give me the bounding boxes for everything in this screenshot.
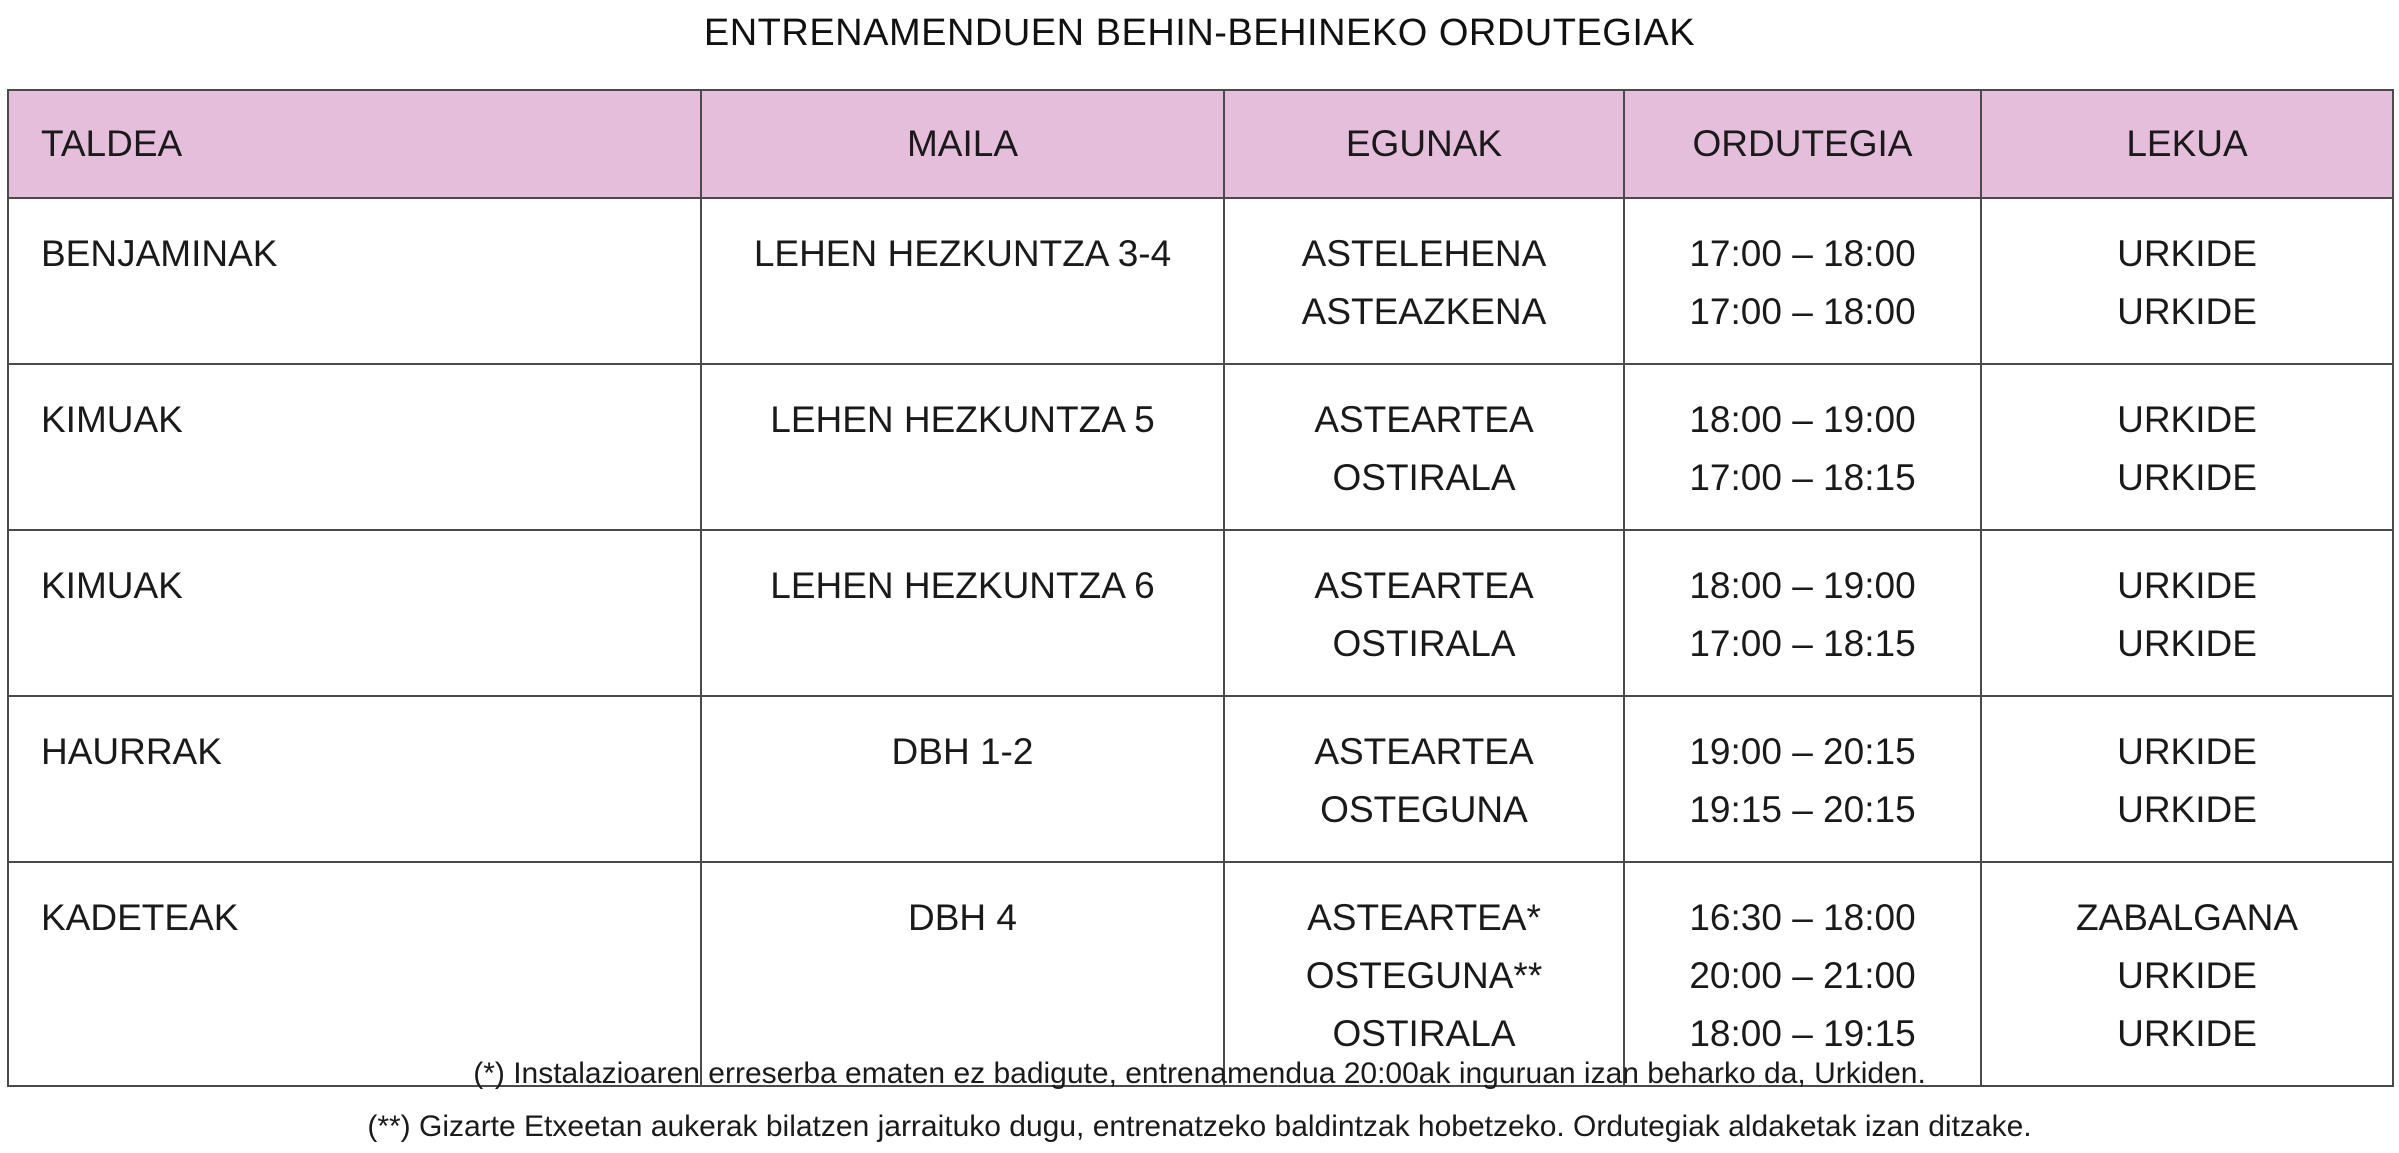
team-name: KADETEAK xyxy=(41,897,239,938)
header-team: TALDEA xyxy=(8,90,701,198)
table-row xyxy=(8,696,2393,862)
place-entry: URKIDE xyxy=(2117,623,2257,664)
team-name: HAURRAK xyxy=(41,731,222,772)
times-cell xyxy=(1624,696,1981,862)
level-name: LEHEN HEZKUNTZA 5 xyxy=(770,399,1155,440)
team-name: KIMUAK xyxy=(41,565,183,606)
team-cell xyxy=(8,862,701,1086)
days-cell xyxy=(1224,198,1624,364)
day-entry: OSTEGUNA** xyxy=(1305,955,1543,996)
table-row xyxy=(8,198,2393,364)
day-entry: ASTEARTEA xyxy=(1314,565,1534,606)
table-row xyxy=(8,364,2393,530)
times-cell xyxy=(1624,364,1981,530)
team-cell xyxy=(8,696,701,862)
level-cell xyxy=(701,696,1224,862)
day-entry: ASTEARTEA xyxy=(1314,399,1534,440)
places-cell xyxy=(1981,530,2393,696)
times-cell xyxy=(1624,530,1981,696)
level-name: LEHEN HEZKUNTZA 6 xyxy=(770,565,1155,606)
team-cell xyxy=(8,364,701,530)
header-schedule: ORDUTEGIA xyxy=(1624,90,1981,198)
footnote-single-asterisk: (*) Instalazioaren erreserba ematen ez badigute, entrenamendua 20:00ak inguruan izan beharko da, Urkiden. xyxy=(473,1057,1926,1090)
day-entry: ASTEAZKENA xyxy=(1301,291,1547,332)
page-title: ENTRENAMENDUEN BEHIN-BEHINEKO ORDUTEGIAK xyxy=(703,12,1696,54)
level-cell xyxy=(701,364,1224,530)
time-entry: 20:00 – 21:00 xyxy=(1689,955,1916,996)
place-entry: ZABALGANA xyxy=(2075,897,2299,938)
day-entry: OSTIRALA xyxy=(1332,623,1516,664)
place-entry: URKIDE xyxy=(2117,789,2257,830)
level-cell xyxy=(701,862,1224,1086)
time-entry: 16:30 – 18:00 xyxy=(1689,897,1916,938)
time-entry: 17:00 – 18:15 xyxy=(1689,457,1916,498)
day-entry: OSTEGUNA xyxy=(1320,789,1528,830)
header-place: LEKUA xyxy=(1981,90,2393,198)
places-cell xyxy=(1981,364,2393,530)
level-name: LEHEN HEZKUNTZA 3-4 xyxy=(753,233,1172,274)
places-cell xyxy=(1981,198,2393,364)
time-entry: 18:00 – 19:00 xyxy=(1689,399,1916,440)
level-name: DBH 1-2 xyxy=(891,731,1034,772)
time-entry: 18:00 – 19:00 xyxy=(1689,565,1916,606)
place-entry: URKIDE xyxy=(2117,731,2257,772)
table-row xyxy=(8,530,2393,696)
time-entry: 19:15 – 20:15 xyxy=(1689,789,1916,830)
day-entry: OSTIRALA xyxy=(1332,457,1516,498)
day-entry: ASTEARTEA* xyxy=(1307,897,1541,938)
days-cell xyxy=(1224,696,1624,862)
day-entry: ASTELEHENA xyxy=(1301,233,1547,274)
schedule-table xyxy=(7,89,2394,1087)
place-entry: URKIDE xyxy=(2117,291,2257,332)
table-header-row xyxy=(8,90,2393,198)
days-cell xyxy=(1224,862,1624,1086)
days-cell xyxy=(1224,364,1624,530)
place-entry: URKIDE xyxy=(2117,565,2257,606)
header-level: MAILA xyxy=(701,90,1224,198)
day-entry: ASTEARTEA xyxy=(1314,731,1534,772)
time-entry: 19:00 – 20:15 xyxy=(1689,731,1916,772)
place-entry: URKIDE xyxy=(2117,1013,2257,1054)
places-cell xyxy=(1981,696,2393,862)
level-cell xyxy=(701,530,1224,696)
places-cell xyxy=(1981,862,2393,1086)
time-entry: 18:00 – 19:15 xyxy=(1689,1013,1916,1054)
team-cell xyxy=(8,198,701,364)
place-entry: URKIDE xyxy=(2117,233,2257,274)
footnote-double-asterisk: (**) Gizarte Etxeetan aukerak bilatzen jarraituko dugu, entrenatzeko baldintzak hobetzeko. Ordutegiak aldaketak izan ditzake. xyxy=(367,1110,2032,1143)
level-cell xyxy=(701,198,1224,364)
day-entry: OSTIRALA xyxy=(1332,1013,1516,1054)
header-days: EGUNAK xyxy=(1224,90,1624,198)
days-cell xyxy=(1224,530,1624,696)
place-entry: URKIDE xyxy=(2117,399,2257,440)
time-entry: 17:00 – 18:15 xyxy=(1689,623,1916,664)
team-name: KIMUAK xyxy=(41,399,183,440)
time-entry: 17:00 – 18:00 xyxy=(1689,233,1916,274)
place-entry: URKIDE xyxy=(2117,955,2257,996)
team-cell xyxy=(8,530,701,696)
place-entry: URKIDE xyxy=(2117,457,2257,498)
times-cell xyxy=(1624,198,1981,364)
table-row xyxy=(8,862,2393,1086)
team-name: BENJAMINAK xyxy=(41,233,278,274)
level-name: DBH 4 xyxy=(908,897,1017,938)
times-cell xyxy=(1624,862,1981,1086)
time-entry: 17:00 – 18:00 xyxy=(1689,291,1916,332)
